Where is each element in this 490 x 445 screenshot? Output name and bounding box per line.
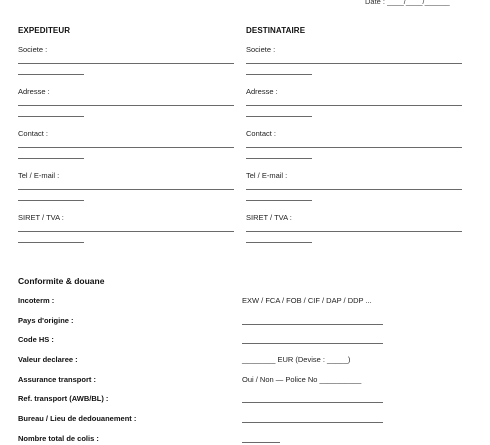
recipient-phone-email-line[interactable] — [246, 189, 462, 190]
sender-contact-label: Contact : — [18, 129, 49, 138]
sender-contact-line[interactable] — [18, 147, 234, 148]
sender-siret-vat-label: SIRET / TVA : — [18, 213, 64, 222]
sender-siret-vat-line[interactable] — [18, 231, 234, 232]
recipient-siret-vat-line[interactable] — [246, 231, 462, 232]
recipient-address-line[interactable] — [246, 105, 462, 106]
sender-address-line[interactable] — [18, 105, 234, 106]
hs-code-label: Code HS : — [18, 335, 54, 344]
sender-company-label: Societe : — [18, 45, 48, 54]
declared-value-field[interactable]: ________ EUR (Devise : _____) — [242, 355, 351, 364]
total-packages-label: Nombre total de colis : — [18, 434, 99, 443]
recipient-contact-line-2[interactable] — [246, 158, 312, 159]
incoterm-label: Incoterm : — [18, 296, 55, 305]
recipient-siret-vat-line-2[interactable] — [246, 242, 312, 243]
recipient-phone-email-line-2[interactable] — [246, 200, 312, 201]
recipient-title: DESTINATAIRE — [246, 26, 306, 35]
customs-office-line[interactable] — [242, 422, 383, 423]
recipient-contact-line[interactable] — [246, 147, 462, 148]
recipient-company-line-2[interactable] — [246, 74, 312, 75]
transport-ref-line[interactable] — [242, 402, 383, 403]
sender-phone-email-label: Tel / E-mail : — [18, 171, 60, 180]
total-packages-line[interactable] — [242, 442, 280, 443]
sender-address-label: Adresse : — [18, 87, 50, 96]
customs-office-label: Bureau / Lieu de dedouanement : — [18, 414, 137, 423]
incoterm-value[interactable]: EXW / FCA / FOB / CIF / DAP / DDP ... — [242, 296, 372, 305]
customs-title: Conformite & douane — [18, 276, 105, 286]
recipient-address-line-2[interactable] — [246, 116, 312, 117]
origin-country-label: Pays d'origine : — [18, 316, 74, 325]
hs-code-line[interactable] — [242, 343, 383, 344]
sender-company-line-2[interactable] — [18, 74, 84, 75]
declared-value-label: Valeur declaree : — [18, 355, 78, 364]
transport-insurance-field[interactable]: Oui / Non — Police No __________ — [242, 375, 362, 384]
recipient-phone-email-label: Tel / E-mail : — [246, 171, 288, 180]
sender-siret-vat-line-2[interactable] — [18, 242, 84, 243]
sender-address-line-2[interactable] — [18, 116, 84, 117]
transport-insurance-label: Assurance transport : — [18, 375, 96, 384]
recipient-company-line[interactable] — [246, 63, 462, 64]
recipient-siret-vat-label: SIRET / TVA : — [246, 213, 292, 222]
sender-phone-email-line-2[interactable] — [18, 200, 84, 201]
date-field[interactable]: Date : ____/____/______ — [365, 0, 450, 6]
recipient-contact-label: Contact : — [246, 129, 277, 138]
recipient-company-label: Societe : — [246, 45, 276, 54]
sender-company-line[interactable] — [18, 63, 234, 64]
transport-ref-label: Ref. transport (AWB/BL) : — [18, 394, 109, 403]
recipient-address-label: Adresse : — [246, 87, 278, 96]
sender-contact-line-2[interactable] — [18, 158, 84, 159]
sender-phone-email-line[interactable] — [18, 189, 234, 190]
sender-title: EXPEDITEUR — [18, 26, 71, 35]
origin-country-line[interactable] — [242, 324, 383, 325]
